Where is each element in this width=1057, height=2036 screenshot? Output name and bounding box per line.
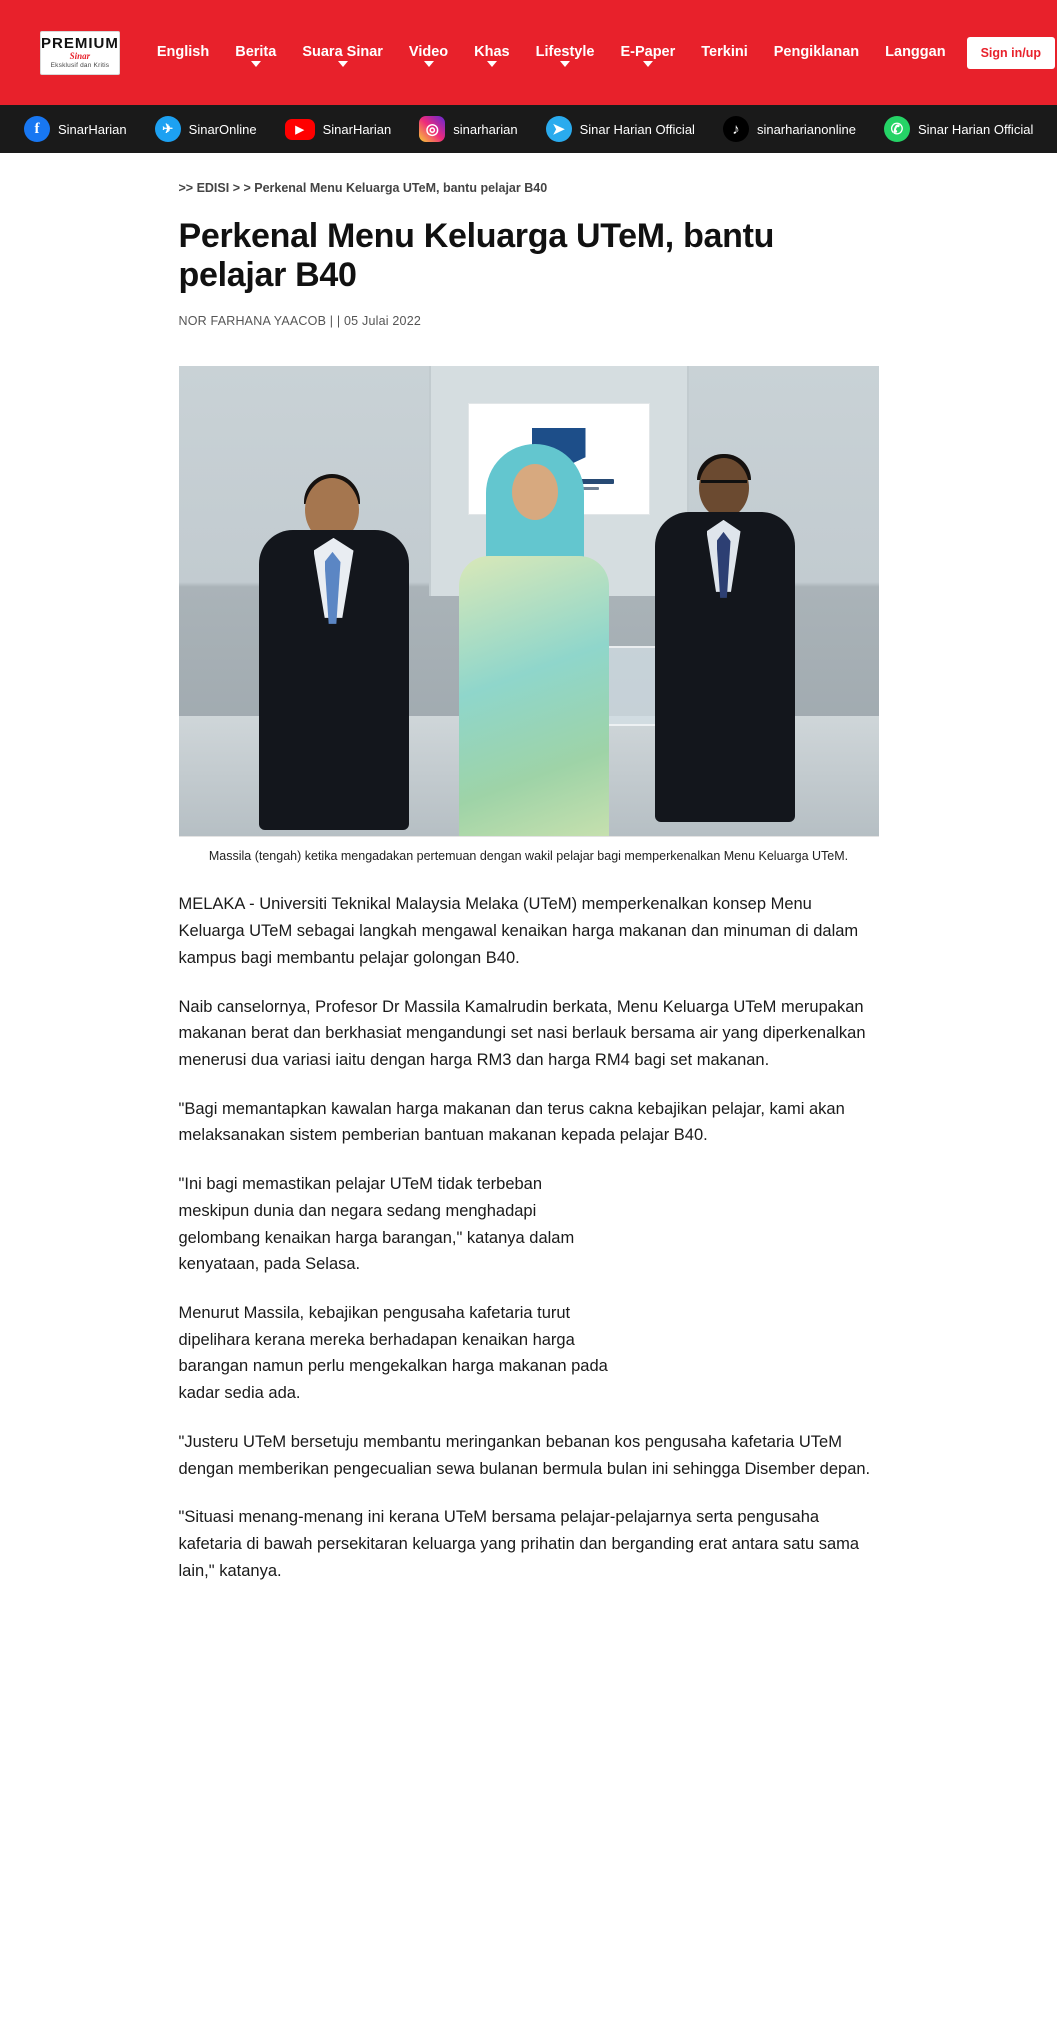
- photo-person-left: [259, 426, 419, 836]
- social-label: sinarharian: [453, 121, 518, 137]
- article-photo: [179, 366, 879, 836]
- page-body: [0, 153, 1057, 1646]
- chevron-down-icon: [338, 61, 348, 67]
- photo-caption: Massila (tengah) ketika mengadakan pertemuan dengan wakil pelajar bagi memperkenalkan Menu Keluarga UTeM.: [179, 836, 879, 866]
- youtube-icon: ▶: [285, 119, 315, 140]
- article-paragraph: "Bagi memantapkan kawalan harga makanan dan terus cakna kebajikan pelajar, kami akan melaksanakan sistem pemberian bantuan makanan kepada pelajar B40.: [178, 1099, 845, 1145]
- social-link-instagram[interactable]: [405, 116, 531, 142]
- photo-person-center: [447, 406, 623, 836]
- glasses-icon: [701, 480, 747, 490]
- nav-label: Video: [408, 44, 449, 61]
- nav-label: Terkini: [701, 44, 748, 61]
- article-paragraph: "Ini bagi memastikan pelajar UTeM tidak terbeban meskipun dunia dan negara sedang menghadapi gelombang kenaikan harga barangan," katanya dalam kenyataan, pada Selasa.: [178, 1175, 575, 1274]
- social-label: SinarOnline: [188, 121, 257, 137]
- twitter-icon: ✈: [155, 116, 181, 142]
- social-link-telegram[interactable]: [532, 116, 709, 142]
- nav-label: Pengiklanan: [773, 44, 860, 61]
- article-figure: [179, 366, 879, 866]
- social-label: SinarHarian: [58, 121, 127, 137]
- nav-item-suara-sinar[interactable]: [289, 45, 396, 60]
- article-paragraph: Menurut Massila, kebajikan pengusaha kafetaria turut dipelihara kerana mereka berhadapan kenaikan harga barangan namun perlu mengekalkan harga makanan pada kadar sedia ada.: [178, 1304, 608, 1403]
- nav-item-terkini[interactable]: [688, 45, 760, 60]
- photo-person-right: [649, 416, 809, 836]
- nav-item-pengiklanan[interactable]: [761, 45, 872, 60]
- article-paragraph: Naib canselornya, Profesor Dr Massila Kamalrudin berkata, Menu Keluarga UTeM merupakan makanan berat dan berkhasiat mengandungi set nasi berlauk bersama air yang diperkenalkan menerusi dua variasi iaitu dengan harga RM3 dan harga RM4 bagi set makanan.: [178, 997, 866, 1069]
- social-link-twitter[interactable]: [141, 116, 271, 142]
- social-link-tiktok[interactable]: [709, 116, 870, 142]
- article: [179, 153, 879, 1584]
- nav-label: English: [156, 44, 210, 61]
- article-byline: NOR FARHANA YAACOB | | 05 Julai 2022: [178, 313, 421, 328]
- social-label: SinarHarian: [322, 121, 392, 137]
- nav-item-english[interactable]: [144, 45, 222, 60]
- sign-in-button[interactable]: Sign in/up: [967, 37, 1055, 69]
- premium-badge[interactable]: [40, 31, 120, 75]
- instagram-icon: ◎: [419, 116, 445, 142]
- nav-item-epaper[interactable]: [607, 45, 688, 60]
- social-link-youtube[interactable]: [271, 119, 406, 140]
- nav-item-lifestyle[interactable]: [523, 45, 608, 60]
- main-navigation: [144, 45, 959, 60]
- nav-item-khas[interactable]: [461, 45, 522, 60]
- social-link-whatsapp[interactable]: [870, 116, 1047, 142]
- person-dress: [459, 556, 609, 836]
- nav-label: Suara Sinar: [302, 44, 383, 61]
- premium-subtitle: Eksklusif dan Kritis: [50, 61, 110, 69]
- chevron-down-icon: [643, 61, 653, 67]
- social-label: sinarharianonline: [756, 121, 856, 137]
- facebook-icon: f: [24, 116, 50, 142]
- nav-label: Khas: [474, 44, 510, 61]
- article-paragraph: "Situasi menang-menang ini kerana UTeM bersama pelajar-pelajarnya serta pengusaha kafetaria di bawah persekitaran keluarga yang prihatin dan berganding erat antara satu sama lain," katanya.: [178, 1508, 860, 1580]
- nav-item-berita[interactable]: [222, 45, 289, 60]
- chevron-down-icon: [251, 61, 261, 67]
- social-label: Sinar Harian Official: [917, 121, 1034, 137]
- nav-label: Lifestyle: [535, 44, 595, 61]
- whatsapp-icon: ✆: [884, 116, 910, 142]
- chevron-down-icon: [560, 61, 570, 67]
- nav-label: Langgan: [885, 44, 946, 61]
- page-title: Perkenal Menu Keluarga UTeM, bantu pelajar B40: [178, 217, 775, 295]
- nav-item-video[interactable]: [396, 45, 461, 60]
- chevron-down-icon: [487, 61, 497, 67]
- breadcrumb[interactable]: >> EDISI > > Perkenal Menu Keluarga UTeM, bantu pelajar B40: [178, 181, 548, 195]
- telegram-icon: ➤: [546, 116, 572, 142]
- premium-title: PREMIUM: [41, 35, 119, 53]
- nav-label: Berita: [235, 44, 277, 61]
- article-body: [179, 891, 879, 1584]
- social-bar: [0, 105, 1057, 153]
- tiktok-icon: ♪: [723, 116, 749, 142]
- article-paragraph: "Justeru UTeM bersetuju membantu meringankan bebanan kos pengusaha kafetaria UTeM dengan memberikan pengecualian sewa bulanan bermula bulan ini sehingga Disember depan.: [178, 1432, 871, 1478]
- site-header: [0, 0, 1057, 105]
- social-label: Sinar Harian Official: [579, 121, 695, 137]
- social-link-facebook[interactable]: [10, 116, 141, 142]
- chevron-down-icon: [424, 61, 434, 67]
- nav-item-langgan[interactable]: [872, 45, 958, 60]
- article-paragraph: MELAKA - Universiti Teknikal Malaysia Melaka (UTeM) memperkenalkan konsep Menu Keluarga UTeM sebagai langkah mengawal kenaikan harga makanan dan minuman di dalam kampus bagi membantu pelajar golongan B40.: [178, 895, 859, 967]
- person-face: [512, 464, 558, 520]
- nav-label: E-Paper: [620, 44, 676, 61]
- premium-logo-text: Sinar: [69, 51, 91, 62]
